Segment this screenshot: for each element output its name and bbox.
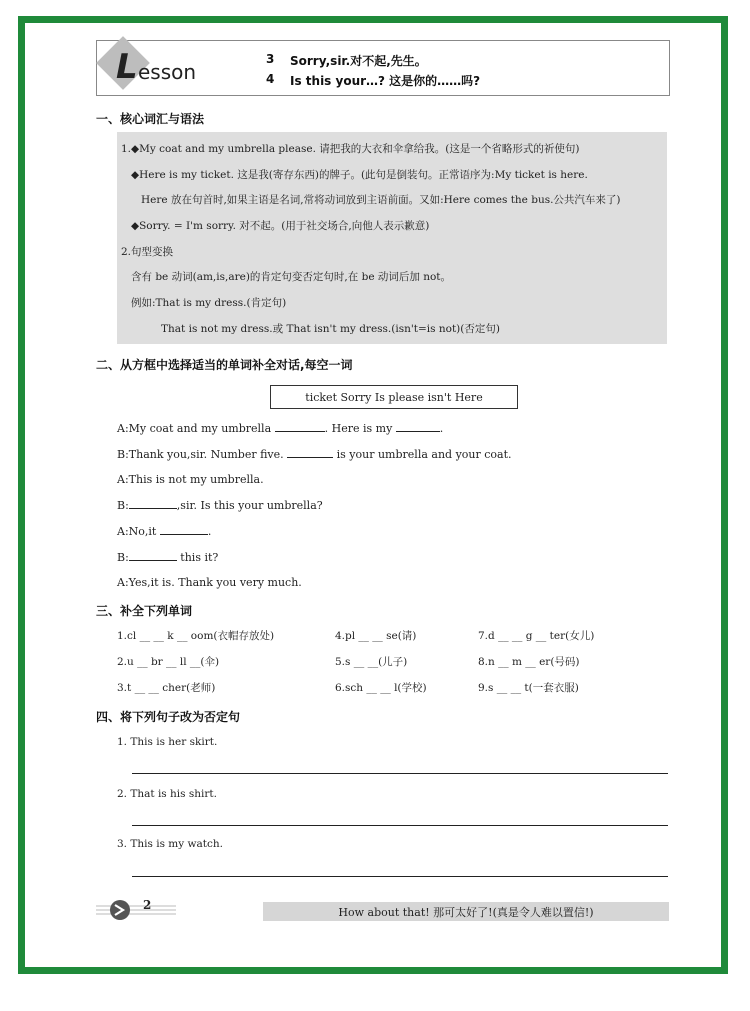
dialog-line: B: this it?: [117, 551, 219, 564]
page-arrow-icon: [96, 898, 180, 922]
answer-blank[interactable]: [275, 421, 325, 432]
answer-blank[interactable]: [160, 524, 208, 535]
grammar-line: 含有 be 动词(am,is,are)的肯定句变否定句时,在 be 动词后加 not。: [131, 271, 452, 283]
sentence-item: 3. This is my watch.: [117, 838, 223, 850]
answer-line[interactable]: [132, 876, 668, 877]
section-3-title: 三、补全下列单词: [96, 604, 193, 618]
answer-blank[interactable]: [287, 447, 333, 458]
section-4-title: 四、将下列句子改为否定句: [96, 710, 241, 724]
answer-blank[interactable]: [396, 421, 440, 432]
dialog-line: A:This is not my umbrella.: [117, 473, 264, 486]
grammar-line: 例如:That is my dress.(肯定句): [131, 297, 287, 309]
word-item: 6.sch __ __ l(学校): [335, 682, 427, 694]
header-line-2-text: Is this your…? 这是你的……吗?: [290, 74, 481, 88]
word-item: 9.s __ __ t(一套衣服): [478, 682, 579, 694]
answer-blank[interactable]: [129, 550, 177, 561]
answer-line[interactable]: [132, 773, 668, 774]
section-1-title: 一、核心词汇与语法: [96, 112, 205, 126]
answer-line[interactable]: [132, 825, 668, 826]
grammar-line: Here 放在句首时,如果主语是名词,常将动词放到主语前面。又如:Here comes the bus.公共汽车来了): [141, 194, 621, 206]
word-item: 1.cl __ __ k __ oom(衣帽存放处): [117, 630, 275, 642]
grammar-line: ◆Here is my ticket. 这是我(寄存东西)的牌子。(此句是倒装句。正常语序为:My ticket is here.: [131, 169, 588, 181]
dialog-line: B:Thank you,sir. Number five. is your umbrella and your coat.: [117, 448, 512, 461]
word-item: 7.d __ __ g __ ter(女儿): [478, 630, 595, 642]
page-number: 2: [143, 898, 152, 912]
section-2-title: 二、从方框中选择适当的单词补全对话,每空一词: [96, 358, 353, 372]
dialog-line: A:My coat and my umbrella . Here is my .: [117, 422, 444, 435]
lesson-logo-text: esson: [138, 60, 197, 84]
dialog-line: A:Yes,it is. Thank you very much.: [117, 576, 302, 589]
word-item: 8.n __ m __ er(号码): [478, 656, 580, 668]
word-item: 3.t __ __ cher(老师): [117, 682, 216, 694]
grammar-line: ◆Sorry. = I'm sorry. 对不起。(用于社交场合,向他人表示歉意): [131, 220, 430, 232]
word-item: 5.s __ __(儿子): [335, 656, 408, 668]
footer-banner: How about that! 那可太好了!(真是令人难以置信!): [263, 902, 669, 921]
word-box: ticket Sorry Is please isn't Here: [270, 385, 518, 409]
grammar-line: 1.◆My coat and my umbrella please. 请把我的大衣和伞拿给我。(这是一个省略形式的祈使句): [121, 143, 580, 155]
grammar-line: 2.句型变换: [121, 246, 174, 258]
grammar-panel: [117, 132, 667, 344]
sentence-item: 1. This is her skirt.: [117, 736, 218, 748]
header-line-1-text: Sorry,sir.对不起,先生。: [290, 54, 427, 68]
dialog-line: A:No,it .: [117, 525, 212, 538]
sentence-item: 2. That is his shirt.: [117, 788, 217, 800]
header-line-2-num: 4: [266, 72, 275, 86]
lesson-logo-letter: L: [116, 47, 138, 87]
word-item: 2.u __ br __ ll __(伞): [117, 656, 220, 668]
word-item: 4.pl __ __ se(请): [335, 630, 417, 642]
header-line-1-num: 3: [266, 52, 275, 66]
answer-blank[interactable]: [129, 498, 177, 509]
dialog-line: B: ,sir. Is this your umbrella?: [117, 499, 323, 512]
grammar-line: That is not my dress.或 That isn't my dress.(isn't=is not)(否定句): [161, 323, 500, 335]
